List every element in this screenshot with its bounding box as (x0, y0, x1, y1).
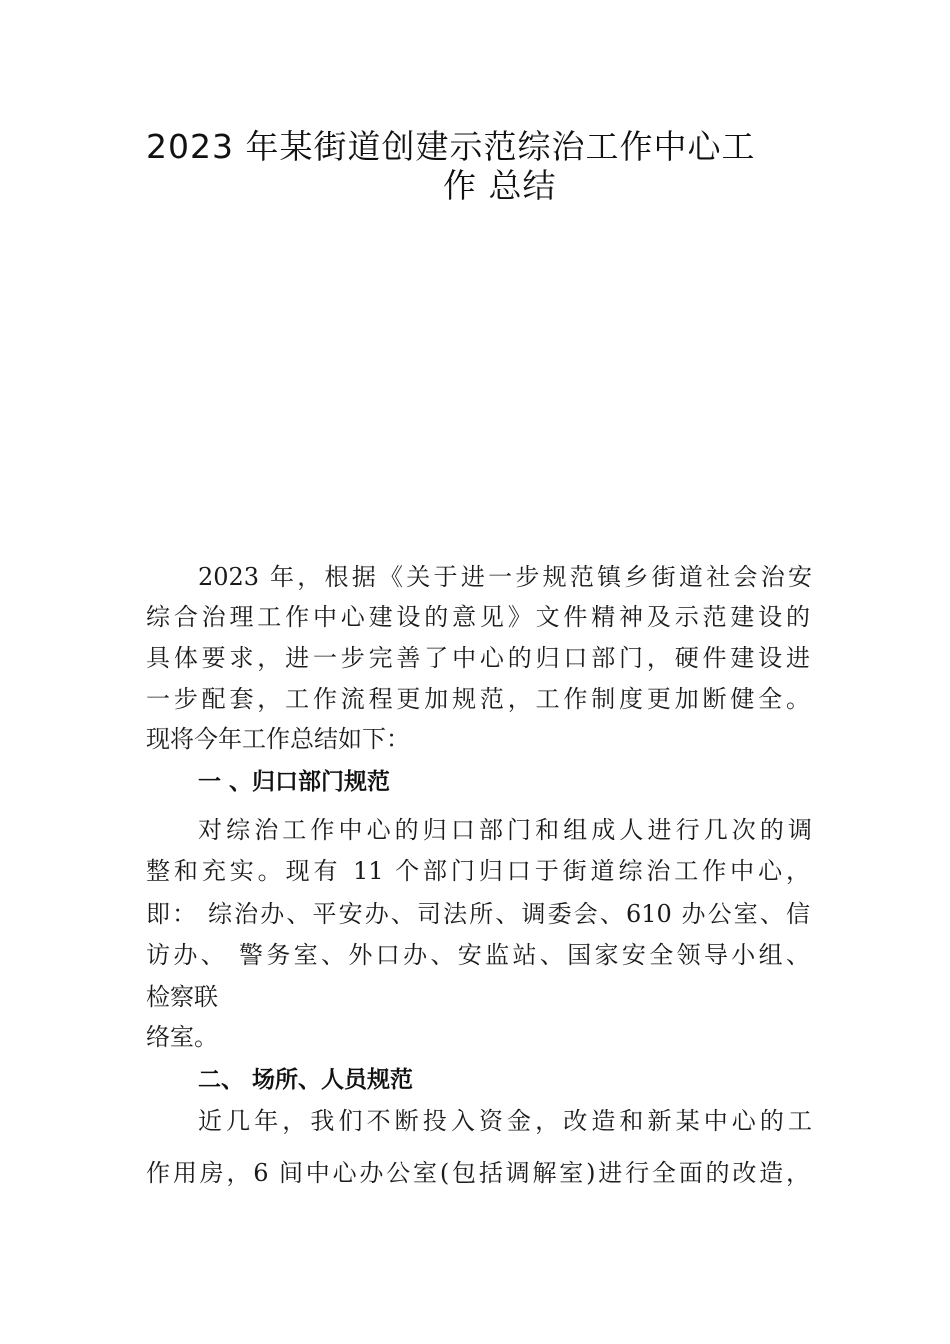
section-1-line-2: 整和充实。现有 11 个部门归口于街道综治工作中心， (146, 857, 810, 885)
section-1-line-4: 访办、 警务室、外口办、安监站、国家安全领导小组、 (146, 941, 810, 969)
intro-line-2: 综合治理工作中心建设的意见》文件精神及示范建设的 (146, 603, 810, 631)
intro-line-5: 现将今年工作总结如下： (146, 725, 410, 753)
section-1-line-5: 检察联 (146, 983, 218, 1011)
section-1-line-3: 即： 综治办、平安办、司法所、调委会、610 办公室、信 (146, 900, 810, 928)
intro-line-4: 一步配套，工作流程更加规范，工作制度更加断健全。 (146, 685, 810, 713)
section-1-heading: 一 、归口部门规范 (198, 769, 391, 795)
intro-line-1: 2023 年，根据《关于进一步规范镇乡街道社会治安 (198, 563, 812, 591)
document-title-line-1: 2023 年某街道创建示范综治工作中心工 (146, 127, 756, 166)
section-2-line-2: 作用房，6 间中心办公室(包括调解室)进行全面的改造， (146, 1159, 810, 1187)
document-title-line-2: 作 总结 (443, 166, 557, 205)
section-2-heading: 二、 场所、人员规范 (198, 1067, 414, 1093)
section-2-line-1: 近几年，我们不断投入资金，改造和新某中心的工 (198, 1107, 812, 1135)
intro-line-3: 具体要求，进一步完善了中心的归口部门，硬件建设进 (146, 644, 810, 672)
section-1-line-1: 对综治工作中心的归口部门和组成人进行几次的调 (198, 816, 812, 844)
section-1-line-6: 络室。 (146, 1023, 218, 1051)
